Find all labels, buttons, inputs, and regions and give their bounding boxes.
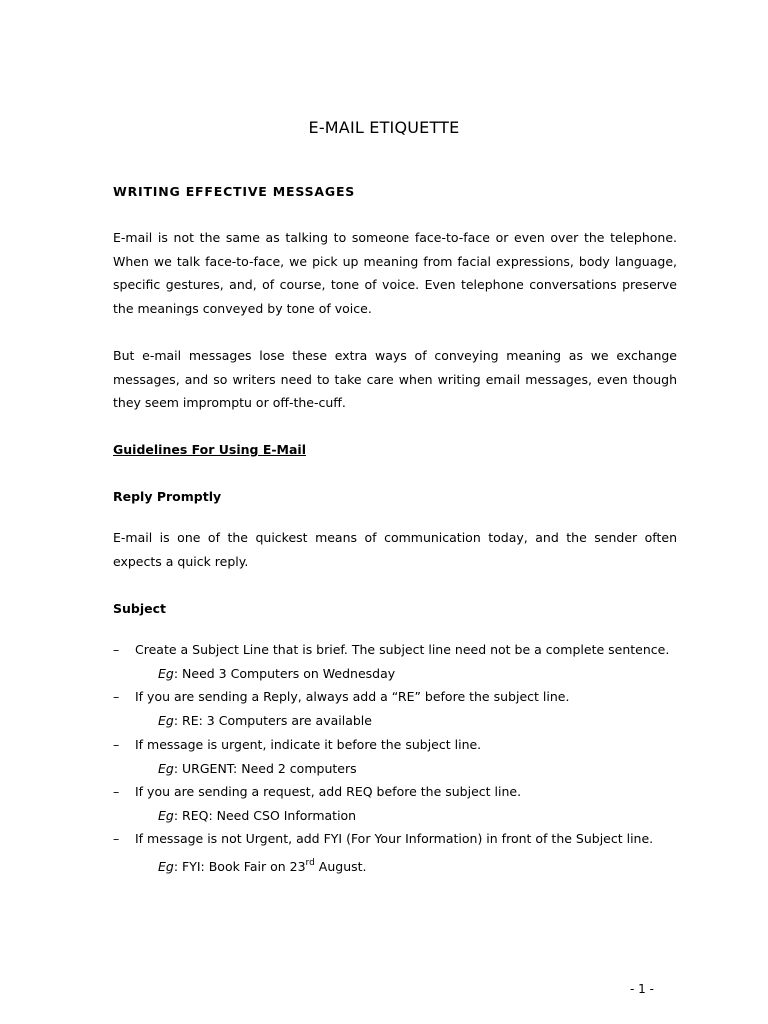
- list-item-text: If message is urgent, indicate it before the subject line.: [135, 737, 482, 752]
- subject-heading: Subject: [113, 601, 166, 616]
- example-text: : FYI: Book Fair on 23: [173, 859, 306, 874]
- page-title: E-MAIL ETIQUETTE: [308, 118, 460, 137]
- guidelines-heading: Guidelines For Using E-Mail: [113, 442, 306, 457]
- list-dash: –: [113, 737, 120, 752]
- list-dash: –: [113, 831, 120, 846]
- example-text: : URGENT: Need 2 computers: [173, 761, 357, 776]
- intro-paragraph-2: But e-mail messages lose these extra ways of conveying meaning as we exchange messages, and so writers need to take care when writing email messages, even though they seem impromptu or off-the-cuff.: [113, 348, 677, 410]
- list-item-text: If message is not Urgent, add FYI (For Your Information) in front of the Subject line.: [135, 831, 654, 846]
- reply-paragraph: E-mail is one of the quickest means of communication today, and the sender often expects a quick reply.: [113, 530, 677, 569]
- reply-heading: Reply Promptly: [113, 489, 222, 504]
- example-label: Eg: [158, 859, 174, 874]
- subject-example: [158, 665, 395, 683]
- example-label: Eg: [158, 666, 174, 681]
- subject-example: [158, 807, 356, 825]
- ordinal-suffix: rd: [305, 858, 315, 868]
- example-label: Eg: [158, 761, 174, 776]
- list-dash: –: [113, 784, 120, 799]
- list-item-text: If you are sending a Reply, always add a “RE” before the subject line.: [135, 689, 570, 704]
- subject-example: [158, 712, 372, 730]
- example-text-tail: August.: [314, 859, 367, 874]
- list-dash: –: [113, 689, 120, 704]
- subject-example: [158, 858, 367, 876]
- page-number: - 1 -: [630, 982, 654, 996]
- subject-example: [158, 760, 357, 778]
- list-item-text: Create a Subject Line that is brief. The subject line need not be a complete sentence.: [135, 642, 670, 657]
- section-heading: WRITING EFFECTIVE MESSAGES: [113, 184, 356, 199]
- intro-paragraph-1: E-mail is not the same as talking to someone face-to-face or even over the telephone. When we talk face-to-face, we pick up meaning from facial expressions, body language, specific gestures, and, of course, tone of voice. Even telephone conversations preserve the meanings conveyed by tone of voice.: [113, 230, 677, 316]
- example-label: Eg: [158, 713, 174, 728]
- example-text: : RE: 3 Computers are available: [173, 713, 372, 728]
- list-dash: –: [113, 642, 120, 657]
- example-text: : Need 3 Computers on Wednesday: [173, 666, 396, 681]
- example-label: Eg: [158, 808, 174, 823]
- example-text: : REQ: Need CSO Information: [173, 808, 357, 823]
- list-item-text: If you are sending a request, add REQ before the subject line.: [135, 784, 522, 799]
